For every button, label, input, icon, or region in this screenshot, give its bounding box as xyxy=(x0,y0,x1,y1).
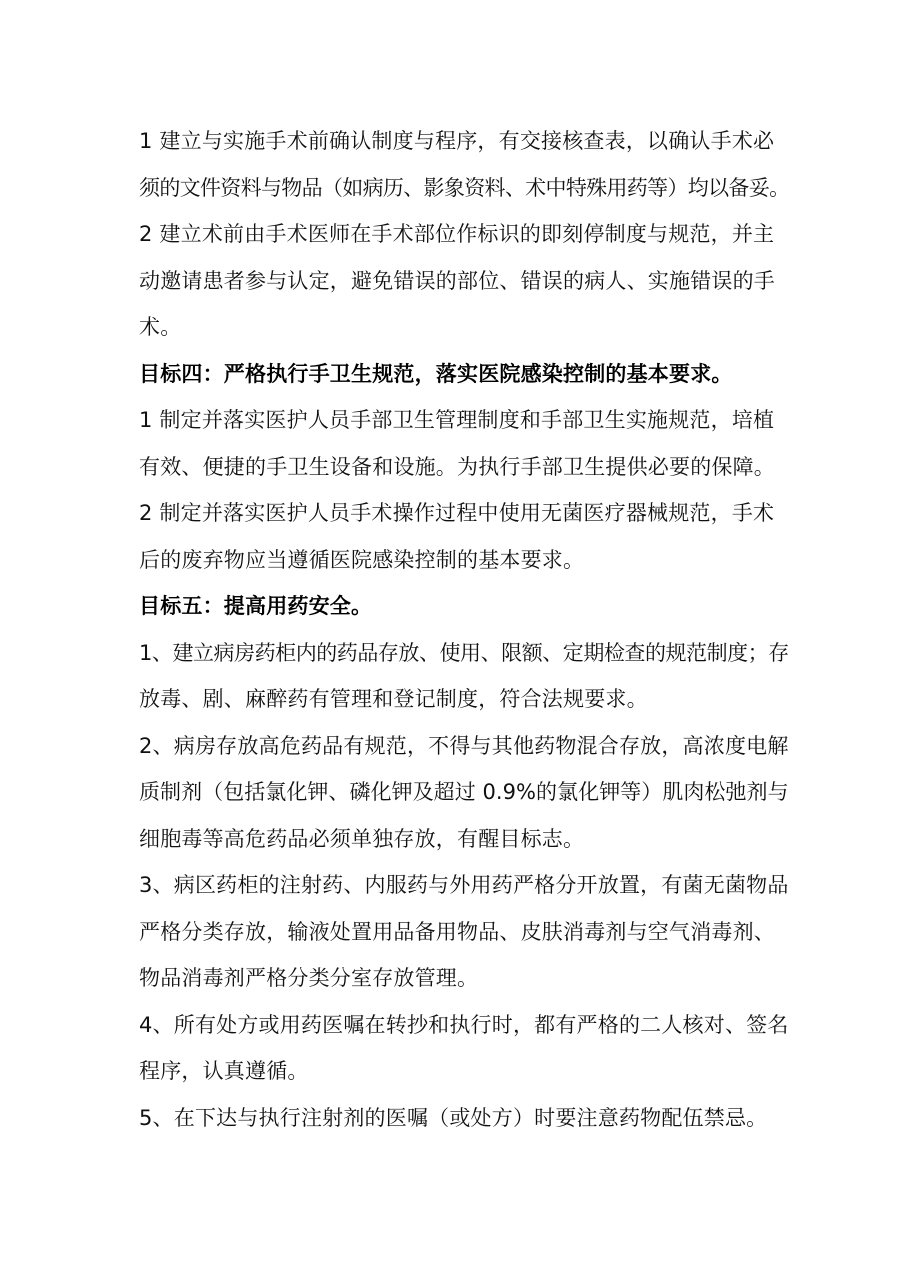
text-line: 须的文件资料与物品（如病历、影象资料、术中特殊用药等）均以备妥。 xyxy=(139,175,790,200)
text-line: 有效、便捷的手卫生设备和设施。为执行手部卫生提供必要的保障。 xyxy=(139,454,775,479)
text-line: 1、建立病房药柜内的药品存放、使用、限额、定期检查的规范制度；存 xyxy=(139,640,789,665)
section-heading: 目标四：严格执行手卫生规范，落实医院感染控制的基本要求。 xyxy=(139,361,733,386)
text-line: 后的废弃物应当遵循医院感染控制的基本要求。 xyxy=(139,547,585,572)
text-line: 2、病房存放高危药品有规范，不得与其他药物混合存放，高浓度电解 xyxy=(139,733,789,758)
text-line: 1 建立与实施手术前确认制度与程序，有交接核查表，以确认手术必 xyxy=(139,129,775,153)
text-line: 3、病区药柜的注射药、内服药与外用药严格分开放置，有菌无菌物品 xyxy=(139,873,789,897)
text-line: 5、在下达与执行注射剂的医嘱（或处方）时要注意药物配伍禁忌。 xyxy=(139,1105,768,1130)
text-line: 1 制定并落实医护人员手部卫生管理制度和手部卫生实施规范，培植 xyxy=(139,408,775,432)
text-line: 严格分类存放，输液处置用品备用物品、皮肤消毒剂与空气消毒剂、 xyxy=(139,919,775,944)
text-line: 放毒、剧、麻醉药有管理和登记制度，符合法规要求。 xyxy=(139,687,648,711)
text-line: 术。 xyxy=(139,315,182,339)
text-line: 动邀请患者参与认定，避免错误的部位、错误的病人、实施错误的手 xyxy=(139,268,775,293)
text-line: 质制剂（包括氯化钾、磷化钾及超过 0.9%的氯化钾等）肌肉松弛剂与 xyxy=(139,780,789,804)
text-line: 程序，认真遵循。 xyxy=(139,1059,309,1083)
document-body xyxy=(139,118,789,1141)
text-line: 2 制定并落实医护人员手术操作过程中使用无菌医疗器械规范，手术 xyxy=(139,501,775,525)
text-line: 细胞毒等高危药品必须单独存放，有醒目标志。 xyxy=(139,826,585,851)
text-line: 物品消毒剂严格分类分室存放管理。 xyxy=(139,966,479,990)
section-heading: 目标五：提高用药安全。 xyxy=(139,594,373,618)
text-line: 2 建立术前由手术医师在手术部位作标识的即刻停制度与规范，并主 xyxy=(139,222,775,246)
text-line: 4、所有处方或用药医嘱在转抄和执行时，都有严格的二人核对、签名 xyxy=(139,1012,789,1037)
